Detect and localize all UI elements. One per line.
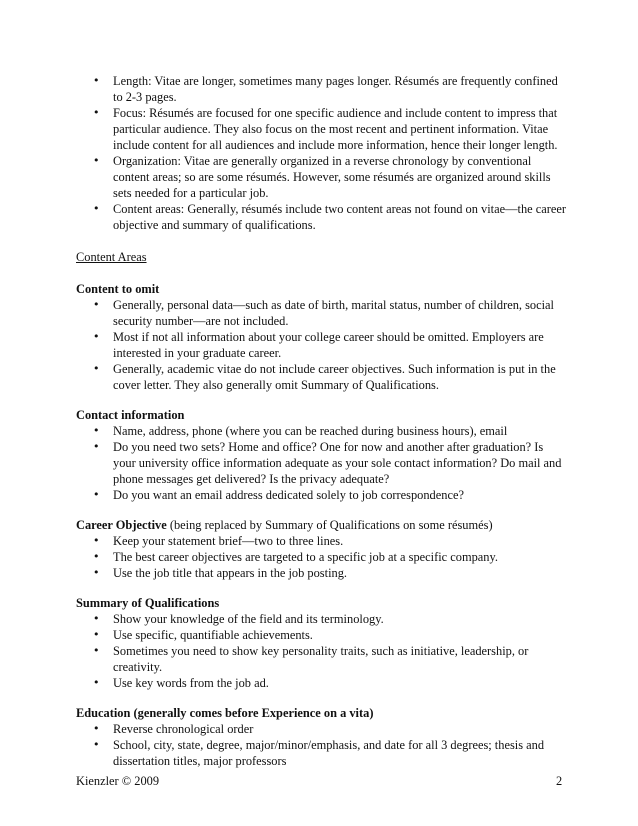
list-item-text: Reverse chronological order [113, 722, 254, 736]
spacer [76, 503, 568, 517]
bullet-icon: • [93, 106, 100, 119]
spacer [76, 691, 568, 705]
list-item [76, 533, 568, 549]
list-item [76, 737, 568, 769]
spacer [76, 265, 568, 281]
section-heading-education: Education (generally comes before Experience on a vita) [76, 706, 374, 720]
spacer [76, 581, 568, 595]
list-item-text: Show your knowledge of the field and its terminology. [113, 612, 384, 626]
footer-page-number: 2 [556, 774, 563, 788]
list-item [76, 153, 568, 201]
list-item [76, 297, 568, 329]
list-item-text: Length: Vitae are longer, sometimes many pages longer. Résumés are frequently confined to 2-3 pages. [113, 74, 558, 104]
list-item-text: Use specific, quantifiable achievements. [113, 628, 313, 642]
list-item [76, 487, 568, 503]
list-item-text: The best career objectives are targeted to a specific job at a specific company. [113, 550, 498, 564]
list-item [76, 439, 568, 487]
list-item-text: School, city, state, degree, major/minor/emphasis, and date for all 3 degrees; thesis and dissertation titles, major professors [113, 738, 545, 768]
footer-copyright: Kienzler © 2009 [76, 774, 160, 788]
list-item [76, 201, 568, 233]
list-item-text: Generally, personal data—such as date of birth, marital status, number of children, social security number—are not included. [113, 298, 554, 328]
page-content [76, 73, 568, 769]
list-item-text: Most if not all information about your college career should be omitted. Employers are interested in your graduate career. [113, 330, 544, 360]
list-item-text: Organization: Vitae are generally organized in a reverse chronology by conventional content areas; so are some résumés. However, some résumés are organized around skills sets needed for a particular job. [113, 154, 551, 200]
bullet-icon: • [93, 644, 100, 657]
section-heading-summary-of-qualifications: Summary of Qualifications [76, 596, 220, 610]
list-item-text: Do you need two sets? Home and office? One for now and another after graduation? Is your university office information adequate as your sole contact information? Do mail and phone messages get delivered? Is the privacy adequate? [113, 440, 562, 486]
section-heading-text: Career Objective [76, 518, 167, 532]
list-item [76, 361, 568, 393]
spacer [76, 393, 568, 407]
bullet-icon: • [93, 738, 100, 751]
section-heading-career-objective [76, 517, 568, 533]
list-item-text: Do you want an email address dedicated solely to job correspondence? [113, 488, 464, 502]
intro-bullet-list [76, 73, 568, 233]
bullet-icon: • [93, 722, 100, 735]
list-item [76, 643, 568, 675]
career-objective-list [76, 533, 568, 581]
bullet-icon: • [93, 676, 100, 689]
content-areas-heading: Content Areas [76, 250, 147, 264]
list-item [76, 611, 568, 627]
list-item-text: Sometimes you need to show key personality traits, such as initiative, leadership, or creativity. [113, 644, 529, 674]
bullet-icon: • [93, 74, 100, 87]
bullet-icon: • [93, 566, 100, 579]
bullet-icon: • [93, 330, 100, 343]
bullet-icon: • [93, 202, 100, 215]
summary-of-qualifications-list [76, 611, 568, 691]
list-item-text: Name, address, phone (where you can be reached during business hours), email [113, 424, 508, 438]
bullet-icon: • [93, 424, 100, 437]
list-item-text: Content areas: Generally, résumés include two content areas not found on vitae—the career objective and summary of qualifications. [113, 202, 567, 232]
bullet-icon: • [93, 550, 100, 563]
bullet-icon: • [93, 440, 100, 453]
education-list [76, 721, 568, 769]
section-heading-note: (being replaced by Summary of Qualifications on some résumés) [166, 518, 493, 532]
section-heading-contact-information: Contact information [76, 408, 185, 422]
list-item-text: Focus: Résumés are focused for one specific audience and include content to impress that particular audience. They also focus on the most recent and pertinent information. Vitae include content for all audiences and include more information, hence their longer length. [113, 106, 558, 152]
content-to-omit-list [76, 297, 568, 393]
list-item-text: Keep your statement brief—two to three lines. [113, 534, 344, 548]
list-item-text: Use the job title that appears in the job posting. [113, 566, 348, 580]
list-item [76, 549, 568, 565]
list-item [76, 105, 568, 153]
list-item [76, 565, 568, 581]
bullet-icon: • [93, 628, 100, 641]
list-item [76, 675, 568, 691]
list-item [76, 329, 568, 361]
list-item-text: Generally, academic vitae do not include career objectives. Such information is put in the cover letter. They also generally omit Summary of Qualifications. [113, 362, 556, 392]
contact-information-list [76, 423, 568, 503]
bullet-icon: • [93, 534, 100, 547]
bullet-icon: • [93, 362, 100, 375]
list-item [76, 721, 568, 737]
section-heading-content-to-omit: Content to omit [76, 282, 160, 296]
bullet-icon: • [93, 154, 100, 167]
list-item [76, 627, 568, 643]
bullet-icon: • [93, 612, 100, 625]
list-item-text: Use key words from the job ad. [113, 676, 269, 690]
list-item [76, 423, 568, 439]
bullet-icon: • [93, 298, 100, 311]
list-item [76, 73, 568, 105]
bullet-icon: • [93, 488, 100, 501]
